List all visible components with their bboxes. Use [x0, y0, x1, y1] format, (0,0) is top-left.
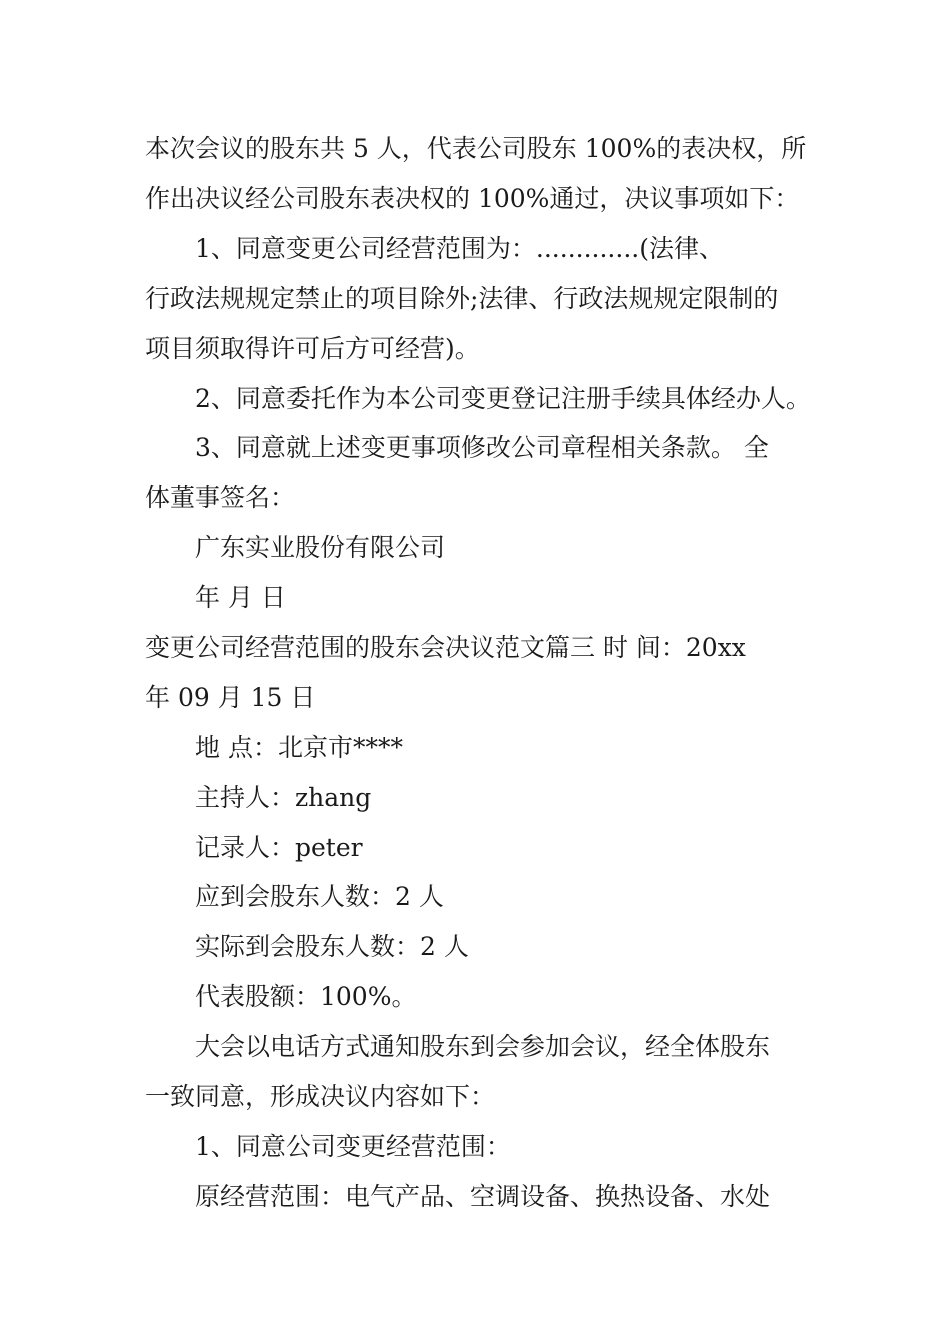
date-placeholder: 年 月 日 — [195, 583, 286, 612]
text-line: 年 09 月 15 日 — [145, 683, 316, 712]
actual-attendance-line: 实际到会股东人数：2 人 — [195, 932, 469, 961]
section-heading: 变更公司经营范围的股东会决议范文篇三 时 间：20xx — [145, 633, 746, 662]
text-line: 3、同意就上述变更事项修改公司章程相关条款。 全 — [195, 433, 769, 462]
text-line: 本次会议的股东共 5 人，代表公司股东 100%的表决权，所 — [145, 134, 807, 163]
location-line: 地 点：北京市**** — [195, 733, 403, 762]
text-line: 1、同意公司变更经营范围： — [195, 1132, 511, 1161]
text-line: 行政法规规定禁止的项目除外;法律、行政法规规定限制的 — [145, 284, 779, 313]
text-line: 项目须取得许可后方可经营)。 — [145, 334, 480, 363]
share-line: 代表股额：100%。 — [195, 982, 417, 1011]
text-line: 2、同意委托作为本公司变更登记注册手续具体经办人。 — [195, 384, 811, 413]
text-line: 体董事签名： — [145, 483, 296, 512]
host-line: 主持人：zhang — [195, 783, 372, 812]
expected-attendance-line: 应到会股东人数：2 人 — [195, 882, 444, 911]
text-line: 大会以电话方式通知股东到会参加会议，经全体股东 — [195, 1032, 771, 1061]
text-line: 一致同意，形成决议内容如下： — [145, 1082, 496, 1111]
text-line: 1、同意变更公司经营范围为：.............(法律、 — [195, 234, 724, 263]
text-line: 作出决议经公司股东表决权的 100%通过，决议事项如下： — [145, 184, 800, 213]
text-line: 原经营范围：电气产品、空调设备、换热设备、水处 — [195, 1182, 771, 1211]
recorder-line: 记录人：peter — [195, 833, 363, 862]
company-name: 广东实业股份有限公司 — [195, 533, 446, 562]
